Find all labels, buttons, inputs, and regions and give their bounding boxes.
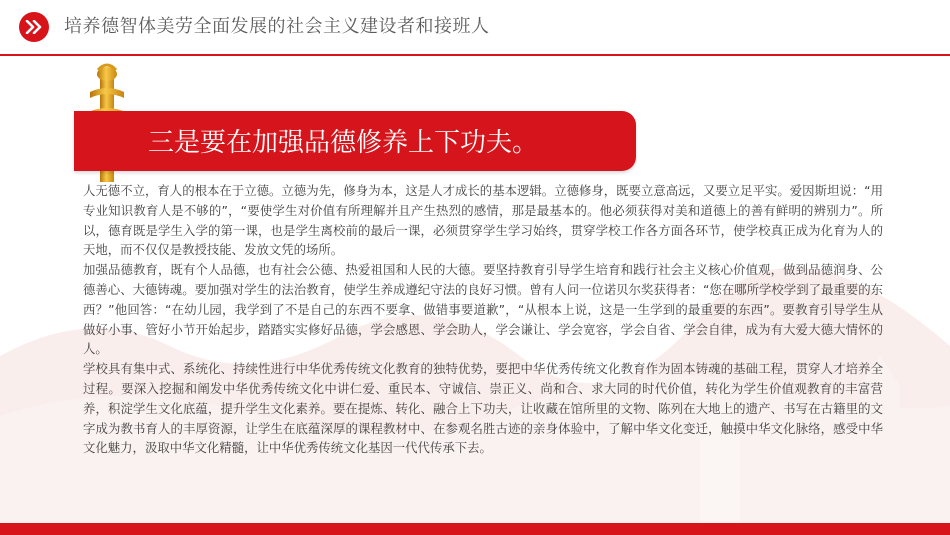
double-chevron-right-icon <box>19 12 49 42</box>
page-title: 培养德智体美劳全面发展的社会主义建设者和接班人 <box>64 16 490 37</box>
section-heading: 三是要在加强品德修养上下功夫。 <box>148 128 539 158</box>
paragraph: 人无德不立，育人的根本在于立德。立德为先，修身为本，这是人才成长的基本逻辑。立德修身，既要立意高远，又要立足平实。爱因斯坦说：“用专业知识教育人是不够的”，“要使学生对价值有所理解并且产生热烈的感情，那是最基本的。他必须获得对美和道德上的善有鲜明的辨别力”。所以，德育既是学生入学的第一课，也是学生离校前的最后一课，必须贯穿学生学习始终，贯穿学校工作各方面各环节，使学校真正成为化育为人的天地，而不仅仅是教授技能、发放文凭的场所。 <box>83 183 883 258</box>
paragraph: 学校具有集中式、系统化、持续性进行中华优秀传统文化教育的独特优势，要把中华优秀传统文化教育作为固本铸魂的基础工程，贯穿人才培养全过程。要深入挖掘和阐发中华优秀传统文化中讲仁爱、重民本、守诚信、崇正义、尚和合、求大同的时代价值，转化为学生价值观教育的丰富营养，积淀学生文化底蕴，提升学生文化素养。要在提炼、转化、融合上下功夫，让收藏在馆所里的文物、陈列在大地上的遗产、书写在古籍里的文字成为教书育人的丰厚资源，让学生在底蕴深厚的课程教材中、在参观名胜古迹的亲身体验中，了解中华文化变迁，触摸中华文化脉络，感受中华文化魅力，汲取中华文化精髓，让中华优秀传统文化基因一代代传承下去。 <box>83 361 883 456</box>
footer-bar <box>0 523 950 535</box>
body-text <box>83 181 883 458</box>
header-bar <box>0 0 950 54</box>
paragraph: 加强品德教育，既有个人品德，也有社会公德、热爱祖国和人民的大德。要坚持教育引导学生培育和践行社会主义核心价值观，做到品德润身、公德善心、大德铸魂。要加强对学生的法治教育，使学生养成遵纪守法的良好习惯。曾有人问一位诺贝尔奖获得者：“您在哪所学校学到了最重要的东西？”他回答：“在幼儿园，我学到了不是自己的东西不要拿、做错事要道歉”，“从根本上说，这是一生学到的最重要的东西”。要教育引导学生从做好小事、管好小节开始起步，踏踏实实修好品德，学会感恩、学会助人，学会谦让、学会宽容，学会自省、学会自律，成为有大爱大德大情怀的人。 <box>83 262 883 357</box>
